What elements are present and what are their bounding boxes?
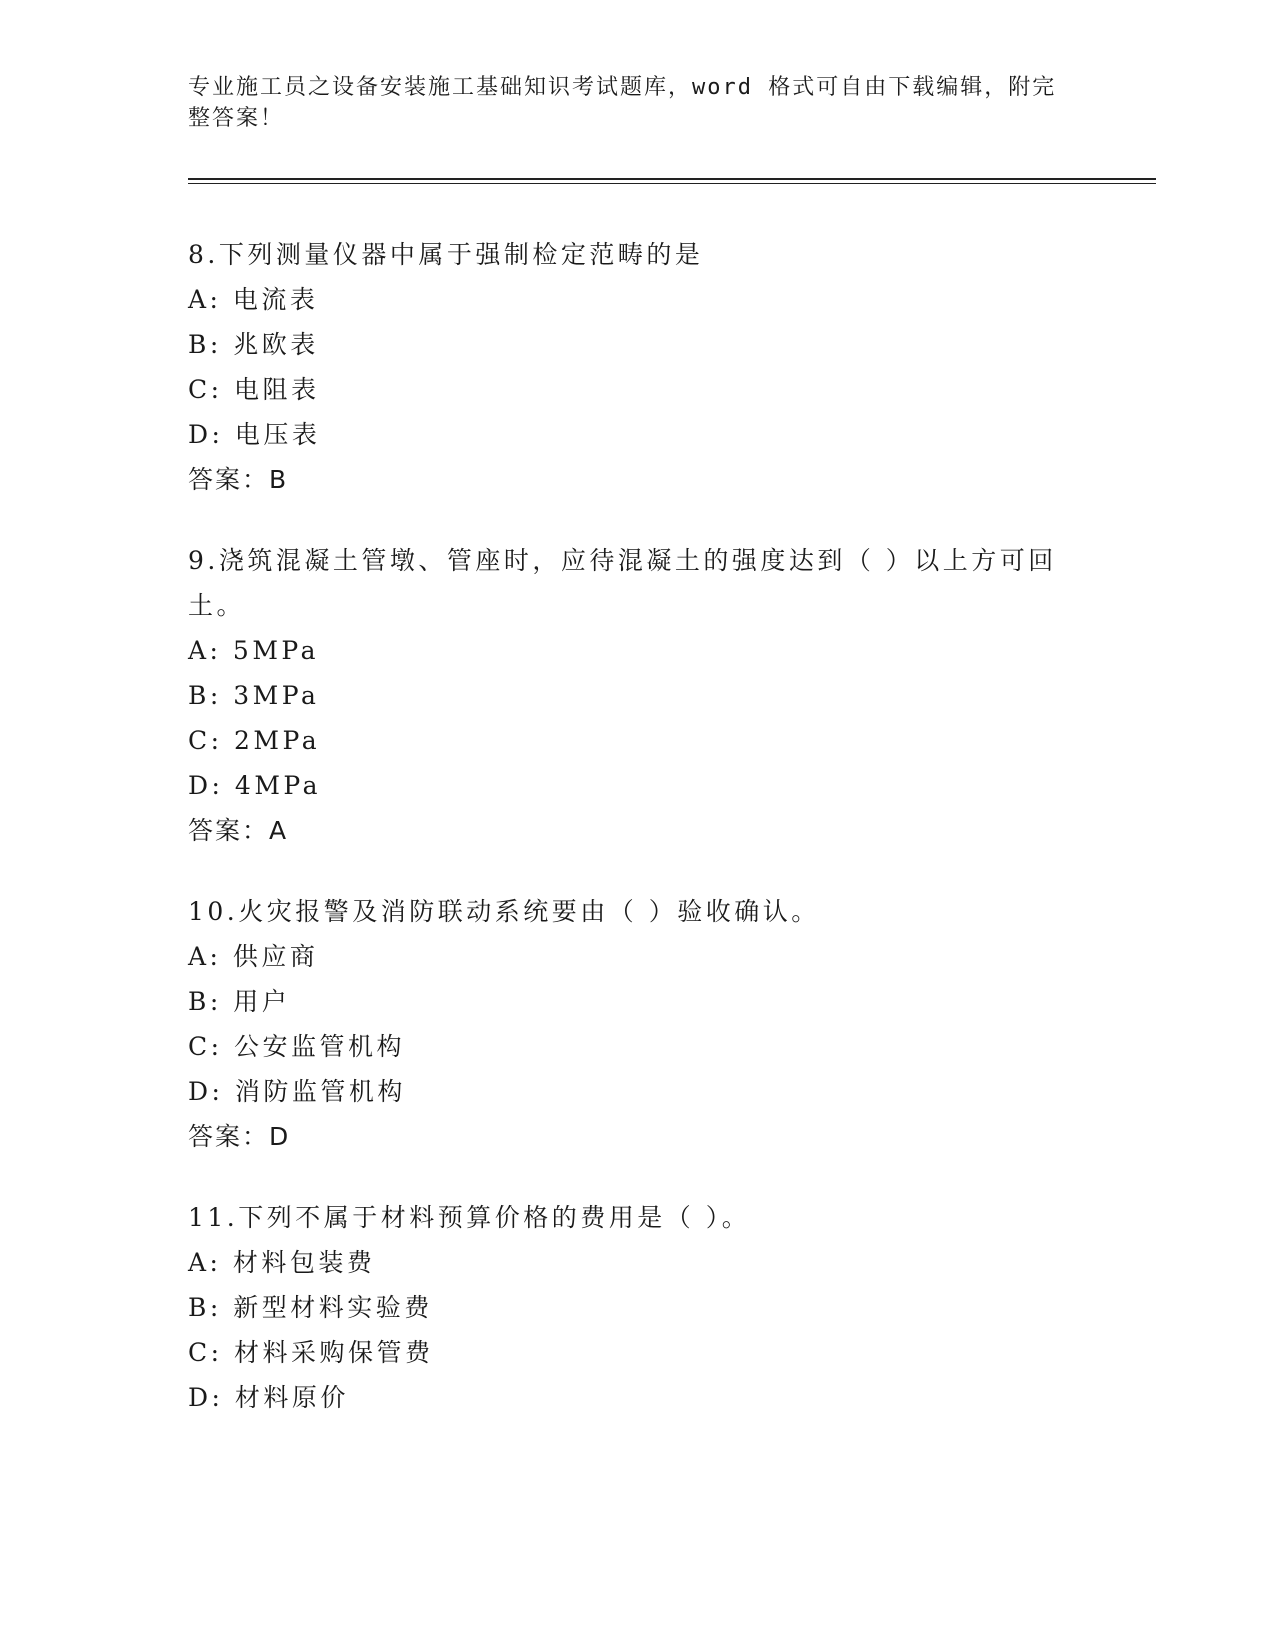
option-c: C: 2MPa [188,726,321,755]
option-d: D: 4MPa [188,771,322,800]
question-8 [188,232,1088,502]
option-b: B: 用户 [188,987,291,1016]
question-title: 8.下列测量仪器中属于强制检定范畴的是 [188,240,704,269]
document-header: 专业施工员之设备安装施工基础知识考试题库，word 格式可自由下载编辑，附完整答案！ [188,75,1057,131]
answer-line: 答案：D [188,1122,291,1151]
option-b: B: 兆欧表 [188,330,319,359]
option-c: C: 电阻表 [188,375,320,404]
option-a: A: 供应商 [188,942,319,971]
answer-line: 答案：B [188,465,289,494]
question-9 [188,538,1088,853]
option-b: B: 新型材料实验费 [188,1293,433,1322]
question-title: 9.浇筑混凝土管墩、管座时，应待混凝土的强度达到（ ）以上方可回土。 [188,546,1057,620]
header-divider-thin [188,183,1156,184]
option-d: D: 电压表 [188,420,321,449]
option-a: A: 材料包装费 [188,1248,376,1277]
question-11 [188,1195,1088,1420]
option-c: C: 材料采购保管费 [188,1338,434,1367]
answer-line: 答案：A [188,816,289,845]
option-d: D: 材料原价 [188,1383,349,1412]
question-list [188,232,1088,1456]
option-a: A: 5MPa [188,636,320,665]
option-d: D: 消防监管机构 [188,1077,406,1106]
question-title: 11.下列不属于材料预算价格的费用是（ ）。 [188,1203,751,1232]
question-title: 10.火灾报警及消防联动系统要由（ ）验收确认。 [188,897,820,926]
header-divider-thick [188,178,1156,180]
option-a: A: 电流表 [188,285,319,314]
option-b: B: 3MPa [188,681,320,710]
question-10 [188,889,1088,1159]
option-c: C: 公安监管机构 [188,1032,405,1061]
